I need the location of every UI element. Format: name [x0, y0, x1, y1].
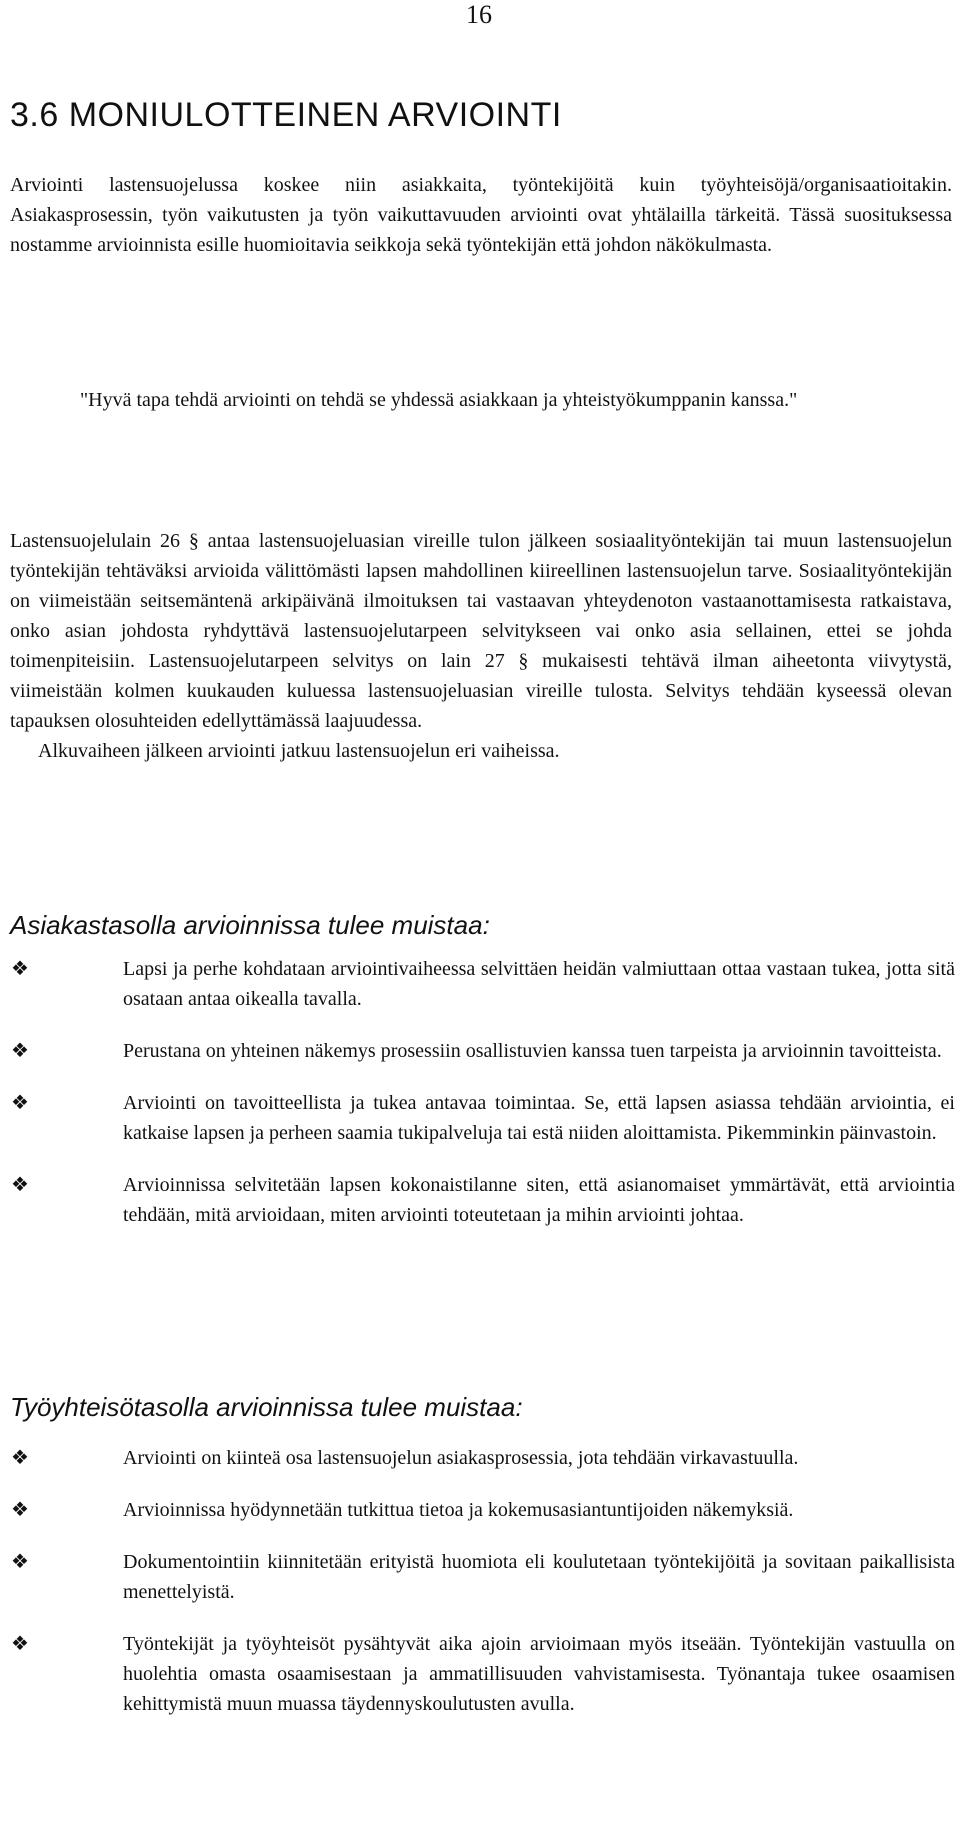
diamond-bullet-icon: ❖ — [11, 1551, 29, 1573]
list-item — [10, 1629, 955, 1719]
quote-block — [10, 385, 955, 415]
intro-paragraph: Arviointi lastensuojelussa koskee niin asiakkaita, työntekijöitä kuin työyhteisöjä/organisaatioitakin. Asiakasprosessin, työn vaikutusten ja työn vaikuttavuuden arviointi ovat yhtälailla tärkeitä. Tässä suosituksessa nostamme arvioinnista esille huomioitavia seikkoja sekä työntekijän että johdon näkökulmasta. — [10, 174, 952, 256]
list-item — [10, 1547, 955, 1607]
list-item — [10, 1088, 955, 1148]
diamond-bullet-icon: ❖ — [11, 958, 29, 980]
list-item-text: Arviointi on kiinteä osa lastensuojelun asiakasprosessia, jota tehdään virkavastuulla. — [123, 1447, 799, 1469]
quote-text: "Hyvä tapa tehdä arviointi on tehdä se yhdessä asiakkaan ja yhteistyökumppanin kanssa." — [80, 389, 798, 411]
law-paragraph-block — [10, 526, 952, 766]
list-item — [10, 1170, 955, 1230]
workplace-level-heading: Työyhteisötasolla arvioinnissa tulee muistaa: — [10, 1392, 523, 1422]
list-item-text: Lapsi ja perhe kohdataan arviointivaiheessa selvittäen heidän valmiuttaan ottaa vastaan tukea, jotta sitä osataan antaa oikealla tavalla. — [123, 958, 955, 1010]
list-item — [10, 1495, 955, 1525]
list-item-text: Perustana on yhteinen näkemys prosessiin osallistuvien kanssa tuen tarpeista ja arvioinnin tavoitteista. — [123, 1040, 942, 1062]
page-number: 16 — [466, 0, 492, 29]
client-level-list — [10, 954, 955, 1252]
list-item-text: Työntekijät ja työyhteisöt pysähtyvät aika ajoin arvioimaan myös itseään. Työntekijän vastuulla on huolehtia omasta osaamisestaan ja ammatillisuuden vahvistamisesta. Työnantaja tukee osaamisen kehittymistä muun muassa täydennyskoulutusten avulla. — [123, 1633, 955, 1715]
list-item-text: Arviointi on tavoitteellista ja tukea antavaa toimintaa. Se, että lapsen asiassa tehdään arviointia, ei katkaise lapsen ja perheen saamia tukipalveluja tai estä niiden aloittamista. Pikemminkin päinvastoin. — [123, 1092, 955, 1144]
section-heading: 3.6 MONIULOTTEINEN ARVIOINTI — [10, 96, 562, 134]
diamond-bullet-icon: ❖ — [11, 1499, 29, 1521]
list-item — [10, 1443, 955, 1473]
diamond-bullet-icon: ❖ — [11, 1040, 29, 1062]
diamond-bullet-icon: ❖ — [11, 1092, 29, 1114]
list-item — [10, 954, 955, 1014]
client-level-heading: Asiakastasolla arvioinnissa tulee muistaa: — [10, 910, 490, 940]
list-item-text: Arvioinnissa selvitetään lapsen kokonaistilanne siten, että asianomaiset ymmärtävät, että arviointia tehdään, mitä arvioidaan, miten arviointi toteutetaan ja mihin arviointi johtaa. — [123, 1174, 955, 1226]
list-item-text: Arvioinnissa hyödynnetään tutkittua tietoa ja kokemusasiantuntijoiden näkemyksiä. — [123, 1499, 794, 1521]
law-paragraph: Lastensuojelulain 26 § antaa lastensuojeluasian vireille tulon jälkeen sosiaalityöntekijän tai muun lastensuojelun työntekijän tehtäväksi arvioida välittömästi lapsen mahdollinen kiireellinen lastensuojelun tarve. Sosiaalityöntekijän on viimeistään seitsemäntenä arkipäivänä ilmoituksen tai vastaavan yhteydenoton vastaanottamisesta ratkaistava, onko asian johdosta ryhdyttävä lastensuojelutarpeen selvitykseen vai onko asia sellainen, ettei se johda toimenpiteisiin. Lastensuojelutarpeen selvitys on lain 27 § mukaisesti tehtävä ilman aiheetonta viivytystä, viimeistään kolmen kuukauden kuluessa lastensuojeluasian vireille tulosta. Selvitys tehdään kyseessä olevan tapauksen olosuhteiden edellyttämässä laajuudessa. — [10, 530, 952, 732]
law-last-line: Alkuvaiheen jälkeen arviointi jatkuu lastensuojelun eri vaiheissa. — [38, 740, 560, 762]
diamond-bullet-icon: ❖ — [11, 1633, 29, 1655]
diamond-bullet-icon: ❖ — [11, 1174, 29, 1196]
list-item-text: Dokumentointiin kiinnitetään erityistä huomiota eli koulutetaan työntekijöitä ja sovitaan paikallisista menettelyistä. — [123, 1551, 955, 1603]
workplace-level-list — [10, 1443, 955, 1741]
list-item — [10, 1036, 955, 1066]
diamond-bullet-icon: ❖ — [11, 1447, 29, 1469]
